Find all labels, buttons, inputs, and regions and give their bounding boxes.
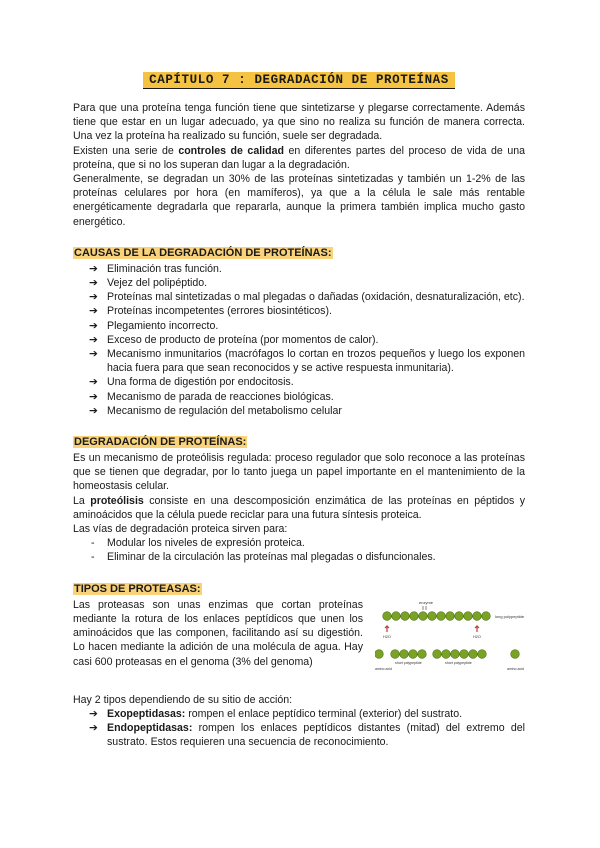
amino-acid-bead [409,649,418,658]
chapter-title: CAPÍTULO 7 : DEGRADACIÓN DE PROTEÍNAS [143,72,455,89]
amino-acid-bead [391,649,400,658]
amino-acid-bead [392,611,401,620]
amino-acid-bead [451,649,460,658]
amino-acid-bead [433,649,442,658]
amino-acid-bead [419,611,428,620]
dash-bullet: - [91,551,95,564]
amino-acid-bead [428,611,437,620]
list-item: ➔ Proteínas incompetentes (errores biosintéticos). [89,305,332,318]
water-label: H2O [473,634,481,639]
enzyme-label: enzyme [419,599,434,605]
list-item: ➔ Plegamiento incorrecto. [89,319,219,332]
list-item: - Modular los niveles de expresión proteica. [91,537,305,550]
amino-acid-bead [418,649,427,658]
amino-acid-bead [473,611,482,620]
arrow-icon: ➔ [89,291,98,304]
degradacion-paragraph-2: La proteólisis consiste en una descomposición enzimática de las proteínas en péptidos y aminoácidos que la célula puede reciclar para una futura síntesis proteica. [73,494,525,521]
amino-acid-bead [442,649,451,658]
section-heading: CAUSAS DE LA DEGRADACIÓN DE PROTEÍNAS: [74,246,332,259]
protease-figure [375,598,525,683]
dash-bullet: - [91,537,95,550]
degradacion-paragraph-1: Es un mecanismo de proteólisis regulada: proceso regulador que solo reconoce a las proteínas que se tienen que degradar, por lo tanto juega un papel importante en el mantenimiento de la homeostasis celular. [73,452,525,493]
amino-acid-bead [455,611,464,620]
amino-acid-bead [383,611,392,620]
amino-acid-bead [446,611,455,620]
amino-acid-bead [410,611,419,620]
arrow-icon: ➔ [89,707,98,720]
amino-acid-bead [469,649,478,658]
list-item: ➔ Mecanismo inmunitarios (macrófagos lo cortan en trozos pequeños y luego los exponen hacia fuera para que sean reconocidos y se active respuesta inmunitaria). [89,348,525,375]
degradacion-section [73,432,525,565]
amino-acid-bead [400,649,409,658]
list-item: ➔ Mecanismo de regulación del metabolismo celular [89,404,342,417]
amino-acid-bead [482,611,491,620]
section-heading: TIPOS DE PROTEASAS: [74,582,201,595]
arrow-icon: ➔ [89,305,98,318]
chain-label: long polypeptide [495,613,525,619]
cut-marker [423,606,426,610]
bold-term: controles de calidad [178,144,284,157]
water-label: H2O [383,634,391,639]
cut-arrow-icon [385,626,389,632]
intro-paragraph-3: Generalmente, se degradan un 30% de las proteínas sintetizadas y también un 1-2% de las proteínas celulares por hora (en mamíferos), ya que a la célula le sale más rentable energéticamente degradarla que repararla, aunque la primera también implica mucho gasto energético. [73,173,525,228]
arrow-icon: ➔ [89,262,98,275]
amino-acid-bead [437,611,446,620]
amino-acid-bead [478,649,487,658]
arrow-icon: ➔ [89,390,98,403]
bold-term: Exopeptidasas: [107,707,186,720]
list-item: ➔ Vejez del polipéptido. [89,277,208,290]
product-label: amino acid [375,666,392,671]
amino-acid-bead [464,611,473,620]
arrow-icon: ➔ [89,722,98,735]
product-label: short polypeptide [395,660,422,665]
list-item: ➔ Endopeptidasas: rompen los enlaces peptídicos distantes (mitad) del extremo del sustrato. Estos requieren una secuencia de reconocimiento. [89,722,525,749]
product-label: short polypeptide [445,660,472,665]
causas-section [73,243,525,418]
arrow-icon: ➔ [89,319,98,332]
section-heading: DEGRADACIÓN DE PROTEÍNAS: [74,436,247,449]
product-label: amino acid [507,666,524,671]
title-wrap [73,70,525,89]
degradacion-paragraph-3: Las vías de degradación proteica sirven para: [73,523,288,536]
arrow-icon: ➔ [89,333,98,346]
tipos-intro [73,598,525,683]
tipos-paragraph-2: Hay 2 tipos dependiendo de su sitio de acción: [73,693,293,706]
bold-term: proteólisis [90,494,144,507]
arrow-icon: ➔ [89,277,98,290]
arrow-icon: ➔ [89,348,98,361]
document-page [73,70,525,750]
degradacion-list [73,536,525,564]
amino-acid-bead [460,649,469,658]
list-item: - Eliminar de la circulación las proteínas mal plegadas o disfuncionales. [91,551,436,564]
amino-acid-bead [511,649,520,658]
intro-paragraph-2: Existen una serie de controles de calidad en diferentes partes del proceso de vida de una proteína, que si no los superan dan lugar a la degradación. [73,144,526,171]
arrow-icon: ➔ [89,376,98,389]
tipos-paragraph-1: Las proteasas son unas enzimas que cortan proteínas mediante la rotura de los enlaces peptídicos que unen los aminoácidos que las componen, facilitando así su digestión. Lo hacen mediante la adición de una molécula de agua. Hay casi 600 proteasas en el genoma (3% del genoma) [73,598,363,668]
intro-section [73,101,525,229]
list-item: ➔ Eliminación tras función. [89,262,222,275]
list-item: ➔ Mecanismo de parada de reacciones biológicas. [89,390,334,403]
amino-acid-bead [401,611,410,620]
list-item: ➔ Proteínas mal sintetizadas o mal plegadas o dañadas (oxidación, desnaturalización, etc). [89,291,525,304]
list-item: ➔ Exopeptidasas: rompen el enlace peptídico terminal (exterior) del sustrato. [89,707,463,720]
bold-term: Endopeptidasas: [107,722,193,735]
intro-paragraph-1: Para que una proteína tenga función tiene que sintetizarse y plegarse correctamente. Además tiene que estar en un lugar adecuado, ya que sino no realiza su función de manera correcta. Una vez la proteína ha realizado su función, suele ser degradada. [73,102,525,143]
tipos-section [73,579,525,750]
amino-acid-bead [375,649,383,658]
cut-arrow-icon [475,626,479,632]
tipos-text [73,598,363,683]
tipos-list [73,707,525,750]
list-item: ➔ Una forma de digestión por endocitosis. [89,376,294,389]
causas-list [73,262,525,418]
protease-diagram [375,598,525,678]
list-item: ➔ Exceso de producto de proteína (por momentos de calor). [89,333,379,346]
arrow-icon: ➔ [89,404,98,417]
